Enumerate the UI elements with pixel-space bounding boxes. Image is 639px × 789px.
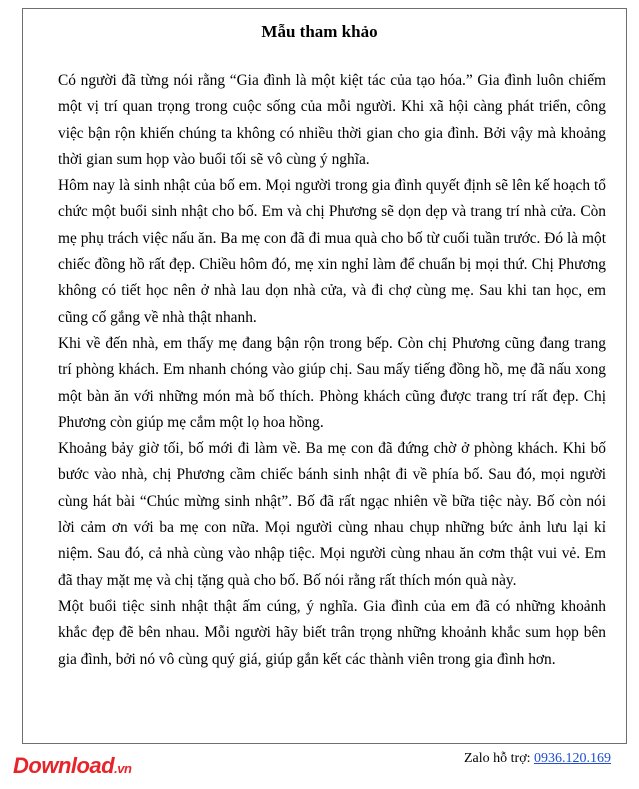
paragraph-1: Có người đã từng nói rằng “Gia đình là một kiệt tác của tạo hóa.” Gia đình luôn chiếm một vị trí quan trọng trong cuộc sống của mỗi người. Khi xã hội càng phát triển, công việc bận rộn khiến chúng ta không có nhiều thời gian cho gia đình. Bởi vậy mà khoảng thời gian sum họp vào buổi tối sẽ vô cùng ý nghĩa.	[58, 72, 606, 168]
document-body	[58, 68, 606, 673]
support-label: Zalo hỗ trợ:	[464, 751, 534, 766]
brand-main: Download	[13, 753, 115, 778]
support-contact	[464, 750, 611, 768]
paragraph-2: Hôm nay là sinh nhật của bố em. Mọi người trong gia đình quyết định sẽ lên kế hoạch tổ chức một buổi sinh nhật cho bố. Em và chị Phương sẽ dọn dẹp và trang trí nhà cửa. Còn mẹ phụ trách việc nấu ăn. Ba mẹ con đã đi mua quà cho bố từ cuối tuần trước. Đó là một chiếc đồng hồ rất đẹp. Chiều hôm đó, mẹ xin nghỉ làm để chuẩn bị mọi thứ. Chị Phương không có tiết học nên ở nhà lau dọn nhà cửa, và đi chợ cùng mẹ. Sau khi tan học, em cũng cố gắng về nhà thật nhanh.	[58, 177, 606, 326]
paragraph-3: Khi về đến nhà, em thấy mẹ đang bận rộn trong bếp. Còn chị Phương cũng đang trang trí phòng khách. Em nhanh chóng vào giúp chị. Sau mấy tiếng đồng hồ, mẹ đã nấu xong một bàn ăn với những món mà bố thích. Phòng khách cũng được trang trí rất đẹp. Chị Phương còn giúp mẹ cắm một lọ hoa hồng.	[58, 334, 606, 431]
download-logo[interactable]	[13, 753, 131, 782]
document-title: Mẫu tham khảo	[261, 22, 378, 41]
paragraph-4: Khoảng bảy giờ tối, bố mới đi làm về. Ba mẹ con đã đứng chờ ở phòng khách. Khi bố bước vào nhà, chị Phương cầm chiếc bánh sinh nhật đi về phía bố. Sau đó, mọi người cùng hát bài “Chúc mừng sinh nhật”. Bố đã rất ngạc nhiên về bữa tiệc này. Bố còn nói lời cảm ơn với ba mẹ con nữa. Mọi người cùng nhau chụp những bức ảnh lưu lại kỉ niệm. Sau đó, cả nhà cùng vào nhập tiệc. Mọi người cùng nhau ăn cơm thật vui vẻ. Em đã thay mặt mẹ và chị tặng quà cho bố. Bố nói rằng rất thích món quà này.	[58, 440, 606, 589]
paragraph-5: Một buổi tiệc sinh nhật thật ấm cúng, ý nghĩa. Gia đình của em đã có những khoảnh khắc đẹp đẽ bên nhau. Mỗi người hãy biết trân trọng những khoảnh khắc sum họp bên gia đình, bởi nó vô cùng quý giá, giúp gắn kết các thành viên trong gia đình hơn.	[58, 597, 606, 668]
support-phone-link[interactable]: 0936.120.169	[534, 751, 611, 766]
brand-suffix: .vn	[114, 761, 132, 776]
